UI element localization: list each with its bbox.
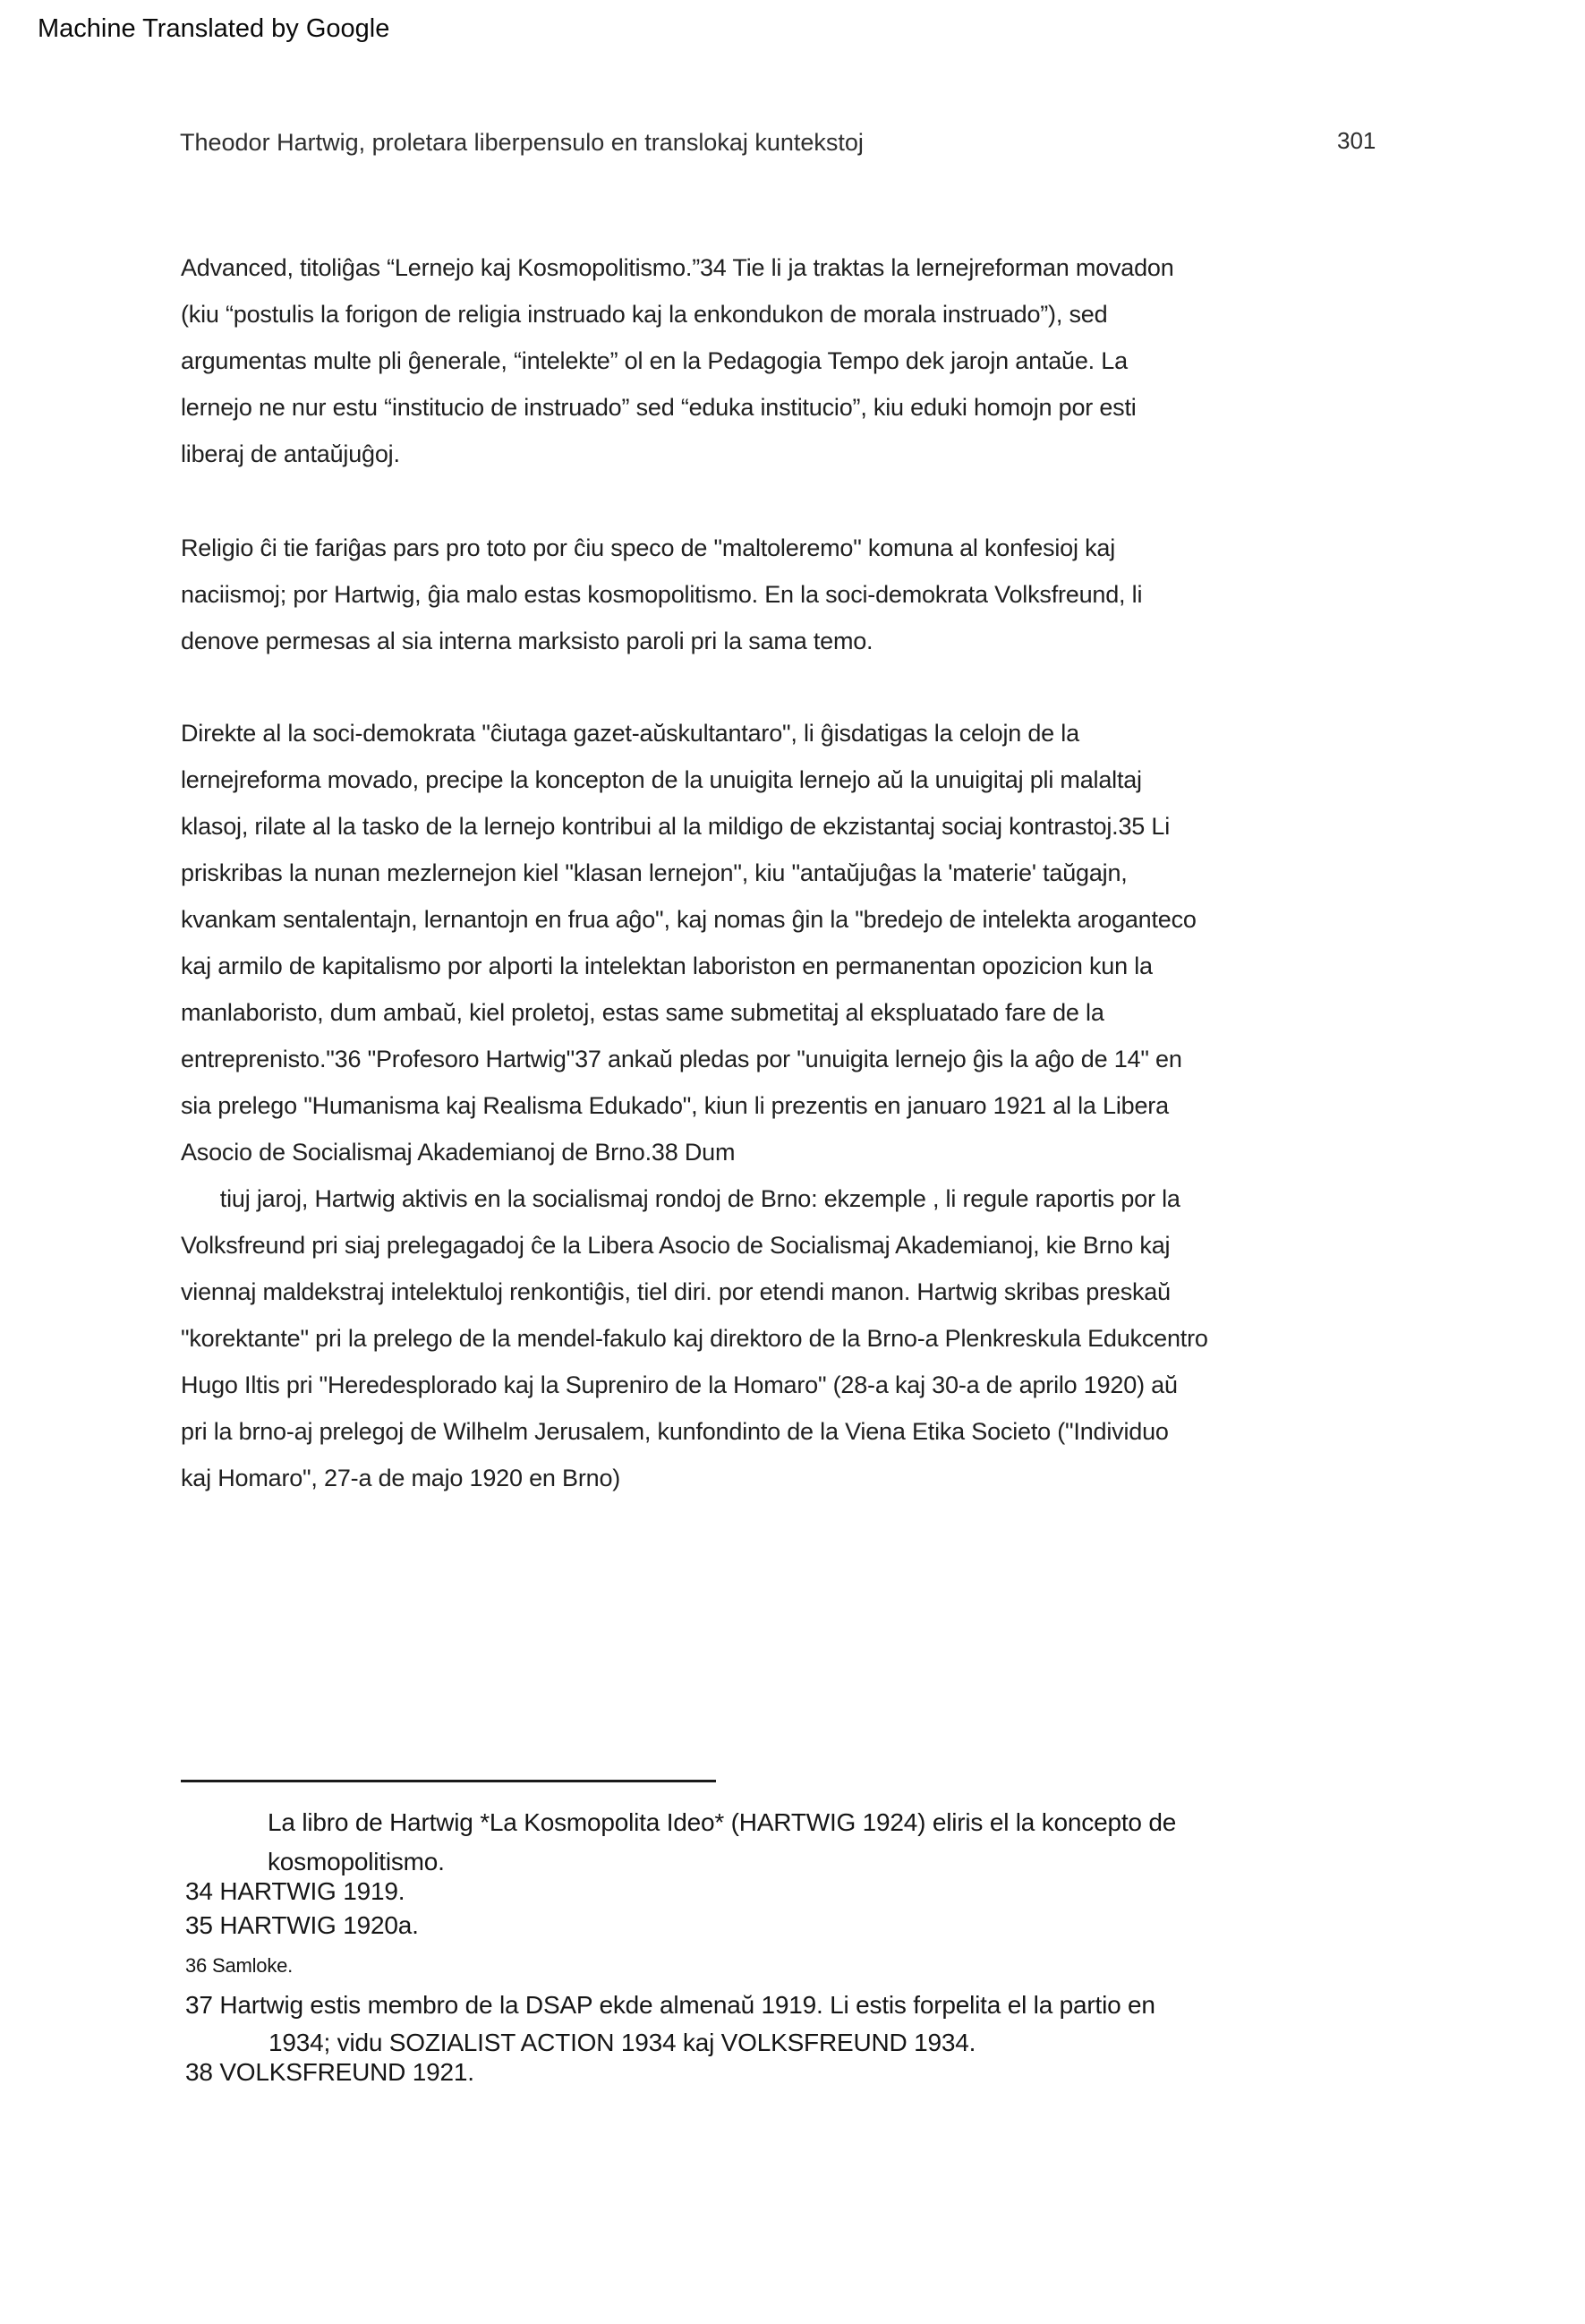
page-number: 301 (1337, 127, 1376, 154)
text-line: entreprenisto."36 "Profesoro Hartwig"37 ankaŭ pledas por "unuigita lernejo ĝis la aĝo de 14" en (181, 1046, 1182, 1072)
footnote-38: 38 VOLKSFREUND 1921. (185, 2058, 474, 2086)
text-line: viennaj maldekstraj intelektuloj renkontiĝis, tiel diri. por etendi manon. Hartwig skribas preskaŭ (181, 1278, 1171, 1305)
footnote-37-line-1: 37 Hartwig estis membro de la DSAP ekde almenaŭ 1919. Li estis forpelita el la partio en (185, 1991, 1155, 2019)
text-line: priskribas la nunan mezlernejon kiel "klasan lernejon", kiu "antaŭjuĝas la 'materie' taŭgajn, (181, 859, 1128, 886)
text-line: "korektante" pri la prelego de la mendel-fakulo kaj direktoro de la Brno-a Plenkreskula Edukcentro (181, 1325, 1208, 1352)
text-line: kvankam sentalentajn, lernantojn en frua aĝo", kaj nomas ĝin la "bredejo de intelekta aroganteco (181, 906, 1197, 933)
footnote-separator (181, 1780, 716, 1782)
body-paragraph-1 (181, 244, 1174, 477)
text-line: lernejo ne nur estu “institucio de instruado” sed “eduka institucio”, kiu eduki homojn por esti (181, 394, 1137, 421)
text-line: kaj armilo de kapitalismo por alporti la intelektan laboriston en permanentan opozicion kun la (181, 953, 1153, 979)
text-line: naciismoj; por Hartwig, ĝia malo estas kosmopolitismo. En la soci-demokrata Volksfreund, li (181, 581, 1143, 608)
text-line: liberaj de antaŭjuĝoj. (181, 440, 400, 467)
text-line: Hugo Iltis pri "Heredesplorado kaj la Supreniro de la Homaro" (28-a kaj 30-a de aprilo 1920) aŭ (181, 1371, 1178, 1398)
body-paragraph-3 (181, 710, 1208, 1501)
footnote-34: 34 HARTWIG 1919. (185, 1877, 405, 1905)
text-line: pri la brno-aj prelegoj de Wilhelm Jerusalem, kunfondinto de la Viena Etika Societo ("Individuo (181, 1418, 1169, 1445)
text-line: argumentas multe pli ĝenerale, “intelekte” ol en la Pedagogia Tempo dek jarojn antaŭe. La (181, 347, 1128, 374)
text-line: Direkte al la soci-demokrata "ĉiutaga gazet-aŭskultantaro", li ĝisdatigas la celojn de la (181, 720, 1079, 747)
text-line: Advanced, titoliĝas “Lernejo kaj Kosmopolitismo.”34 Tie li ja traktas la lernejreforman movadon (181, 254, 1174, 281)
text-line: klasoj, rilate al la tasko de la lernejo kontribui al la mildigo de ekzistantaj sociaj kontrastoj.35 Li (181, 813, 1170, 840)
footnote-unnumbered-line-1: La libro de Hartwig *La Kosmopolita Ideo* (HARTWIG 1924) eliris el la koncepto de (268, 1808, 1177, 1836)
text-line: kaj Homaro", 27-a de majo 1920 en Brno) (181, 1465, 621, 1491)
body-paragraph-2 (181, 525, 1142, 664)
text-line: tiuj jaroj, Hartwig aktivis en la socialismaj rondoj de Brno: ekzemple , li regule raportis por la (181, 1185, 1180, 1212)
footnote-36: 36 Samloke. (185, 1954, 294, 1977)
text-line: Volksfreund pri siaj prelegagadoj ĉe la Libera Asocio de Socialismaj Akademianoj, kie Brno kaj (181, 1232, 1171, 1259)
text-line: manlaboristo, dum ambaŭ, kiel proletoj, estas same submetitaj al ekspluatado fare de la (181, 999, 1104, 1026)
text-line: lernejreforma movado, precipe la koncepton de la unuigita lernejo aŭ la unuigitaj pli malaltaj (181, 766, 1142, 793)
text-line: sia prelego "Humanisma kaj Realisma Edukado", kiun li prezentis en januaro 1921 al la Libera (181, 1092, 1169, 1119)
text-line: Religio ĉi tie fariĝas pars pro toto por ĉiu speco de "maltoleremo" komuna al konfesioj kaj (181, 534, 1115, 561)
machine-translated-label: Machine Translated by Google (38, 14, 390, 43)
chapter-title: Theodor Hartwig, proletara liberpensulo en translokaj kuntekstoj (180, 129, 864, 156)
footnote-unnumbered-line-2: kosmopolitismo. (268, 1848, 445, 1875)
footnote-37-line-2: 1934; vidu SOZIALIST ACTION 1934 kaj VOLKSFREUND 1934. (268, 2029, 976, 2056)
text-line: Asocio de Socialismaj Akademianoj de Brno.38 Dum (181, 1139, 736, 1166)
text-line: (kiu “postulis la forigon de religia instruado kaj la enkondukon de morala instruado”), sed (181, 301, 1108, 328)
footnote-35: 35 HARTWIG 1920a. (185, 1911, 419, 1939)
text-line: denove permesas al sia interna marksisto paroli pri la sama temo. (181, 628, 873, 654)
